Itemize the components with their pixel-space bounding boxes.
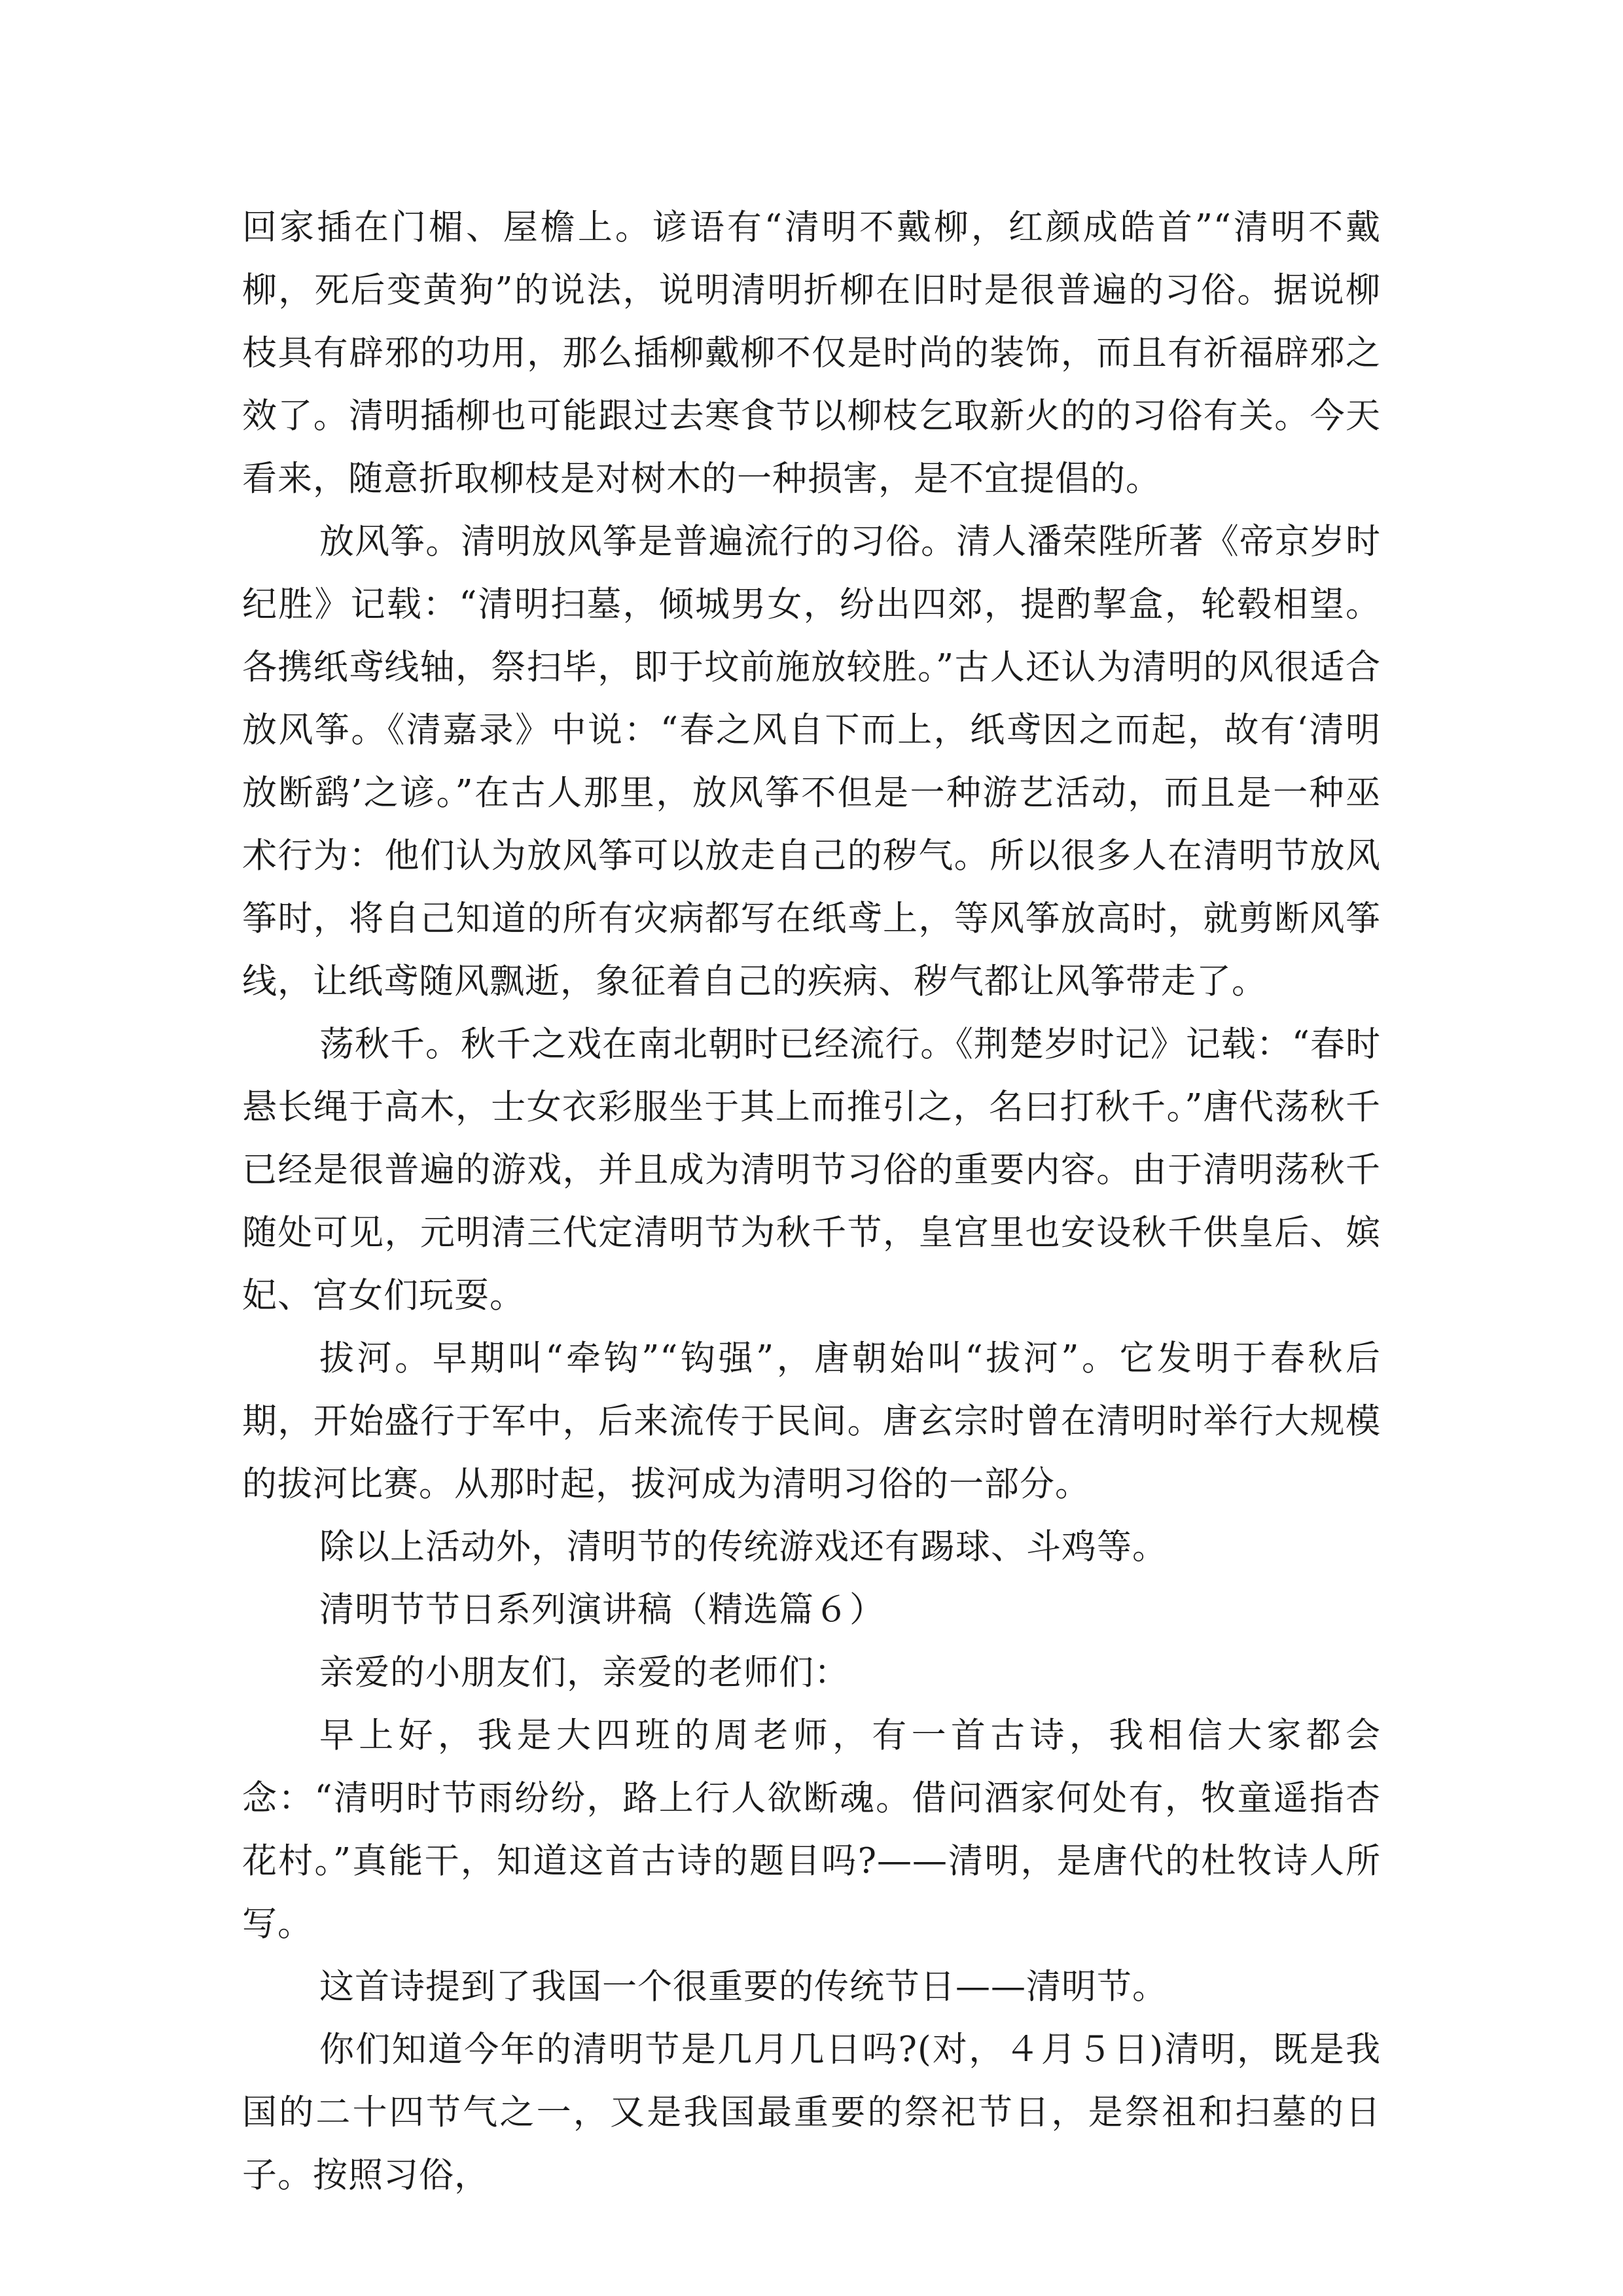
paragraph-festival-mention: 这首诗提到了我国一个很重要的传统节日——清明节。 bbox=[319, 1967, 1168, 2007]
paragraph-willow-custom: 回家插在门楣、屋檐上。谚语有“清明不戴柳，红颜成皓首”“清明不戴柳，死后变黄狗”的说法，说明清明折柳在旧时是很普遍的习俗。据说柳枝具有辟邪的功用，那么插柳戴柳不仅是时尚的装饰，而且有祈福辟邪之效了。清明插柳也可能跟过去寒食节以柳枝乞取新火的的习俗有关。今天看来，随意折取柳枝是对树木的一种损害，是不宜提倡的。 bbox=[242, 207, 1381, 499]
paragraph-tug-of-war: 拔河。早期叫“牵钩”“钩强”，唐朝始叫“拔河”。它发明于春秋后期，开始盛行于军中，后来流传于民间。唐玄宗时曾在清明时举行大规模的拔河比赛。从那时起，拔河成为清明习俗的一部分。 bbox=[242, 1338, 1381, 1504]
paragraph-other-games: 除以上活动外，清明节的传统游戏还有踢球、斗鸡等。 bbox=[319, 1527, 1168, 1567]
paragraph-poem-intro: 早上好，我是大四班的周老师，有一首古诗，我相信大家都会念：“清明时节雨纷纷，路上行人欲断魂。借问酒家何处有，牧童遥指杏花村。”真能干，知道这首古诗的题目吗?——清明，是唐代的杜牧诗人所写。 bbox=[242, 1715, 1381, 1944]
paragraph-festival-date: 你们知道今年的清明节是几月几日吗?(对，４月５日)清明，既是我国的二十四节气之一，又是我国最重要的祭祀节日，是祭祖和扫墓的日子。按照习俗， bbox=[242, 2030, 1381, 2195]
paragraph-swing: 荡秋千。秋千之戏在南北朝时已经流行。《荆楚岁时记》记载：“春时悬长绳于高木，士女衣彩服坐于其上而推引之，名曰打秋千。”唐代荡秋千已经是很普遍的游戏，并且成为清明节习俗的重要内容。由于清明荡秋千随处可见，元明清三代定清明节为秋千节，皇宫里也安设秋千供皇后、嫔妃、宫女们玩耍。 bbox=[242, 1024, 1381, 1316]
speech-salutation: 亲爱的小朋友们，亲爱的老师们： bbox=[319, 1653, 849, 1693]
document-body bbox=[242, 196, 1381, 2207]
section-title: 清明节节日系列演讲稿（精选篇６） bbox=[319, 1590, 885, 1630]
paragraph-kite-flying: 放风筝。清明放风筝是普遍流行的习俗。清人潘荣陛所著《帝京岁时纪胜》记载：“清明扫墓，倾城男女，纷出四郊，提酌挈盒，轮毂相望。各携纸鸢线轴，祭扫毕，即于坟前施放较胜。”古人还认为清明的风很适合放风筝。《清嘉录》中说：“春之风自下而上，纸鸢因之而起，故有‘清明放断鹞’之谚。”在古人那里，放风筝不但是一种游艺活动，而且是一种巫术行为：他们认为放风筝可以放走自己的秽气。所以很多人在清明节放风筝时，将自己知道的所有灾病都写在纸鸢上，等风筝放高时，就剪断风筝线，让纸鸢随风飘逝，象征着自己的疾病、秽气都让风筝带走了。 bbox=[242, 522, 1381, 1001]
